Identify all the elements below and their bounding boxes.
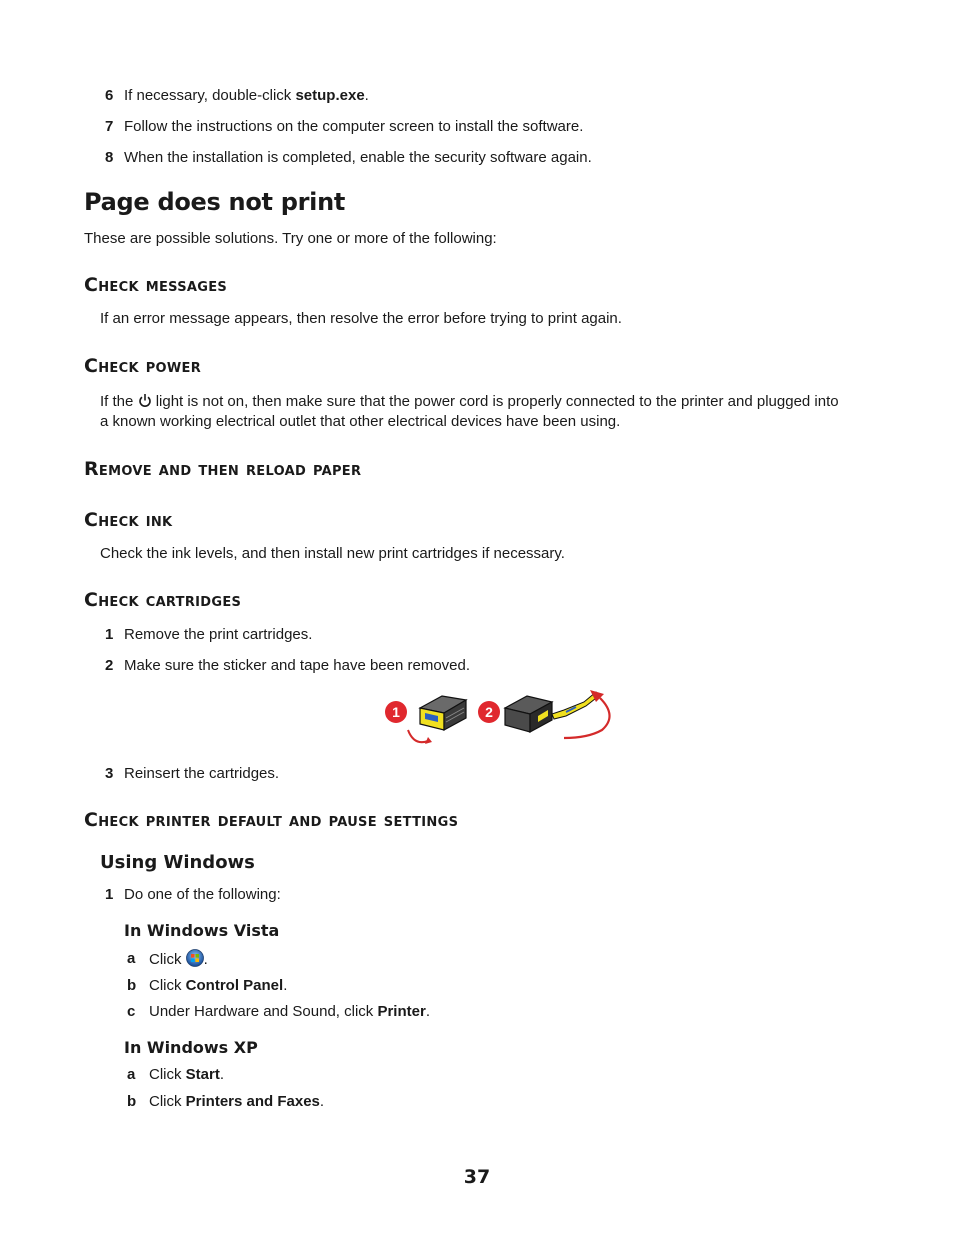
- step-number: 1: [105, 626, 114, 643]
- heading-reload-paper: Remove and then reload paper: [84, 458, 362, 480]
- power-text-end: light is not on, then make sure that the power cord is properly connected to the printer and plugged into: [151, 393, 839, 410]
- badge-1-label: 1: [392, 704, 400, 720]
- heading-pause-settings: Check printer default and pause settings: [84, 809, 459, 831]
- control-panel-label: Control Panel: [185, 977, 284, 994]
- step-number: 8: [105, 149, 114, 166]
- printer-label: Printer: [377, 1003, 426, 1020]
- power-text-start: If the: [100, 393, 138, 410]
- tape-icon: [552, 692, 600, 719]
- step-text: If necessary, double-click: [124, 87, 296, 104]
- step-number: 2: [105, 657, 114, 674]
- step-text: Reinsert the cartridges.: [124, 765, 280, 782]
- step-text: Follow the instructions on the computer screen to install the software.: [124, 118, 584, 135]
- step-number: 1: [105, 886, 114, 903]
- rotate-arrow-icon: [408, 730, 428, 742]
- subheading-using-windows: Using Windows: [100, 852, 255, 873]
- step-letter: b: [127, 1093, 137, 1110]
- step-text: Click: [149, 951, 186, 968]
- intro-text: These are possible solutions. Try one or more of the following:: [84, 230, 497, 247]
- step-text: Click: [149, 977, 186, 994]
- step-letter: a: [127, 1066, 136, 1083]
- step-text: Click: [149, 1093, 186, 1110]
- step-text-end: .: [219, 1066, 225, 1083]
- windows-start-icon: [186, 949, 204, 967]
- cartridge-illustration: [380, 686, 620, 750]
- step-text-end: .: [425, 1003, 430, 1020]
- step-text-end: .: [364, 87, 369, 104]
- page-number: 37: [463, 1166, 491, 1188]
- heading-check-messages: Check messages: [84, 274, 228, 296]
- setup-exe-label: setup.exe: [295, 87, 365, 104]
- step-text: Make sure the sticker and tape have been removed.: [124, 657, 471, 674]
- heading-windows-xp: In Windows XP: [124, 1038, 258, 1057]
- step-badge-2: [478, 701, 500, 723]
- step-letter: a: [127, 950, 136, 967]
- step-text-end: .: [203, 951, 208, 968]
- step-text: Under Hardware and Sound, click: [149, 1003, 378, 1020]
- badge-2-label: 2: [485, 704, 493, 720]
- power-icon: [138, 393, 152, 408]
- step-letter: b: [127, 977, 137, 994]
- step-text-end: .: [283, 977, 288, 994]
- heading-check-cartridges: Check cartridges: [84, 589, 242, 611]
- cartridge-1-icon: [420, 696, 466, 730]
- check-power-text: [100, 392, 880, 432]
- step-number: 3: [105, 765, 114, 782]
- heading-windows-vista: In Windows Vista: [124, 921, 280, 940]
- power-text-line2: a known working electrical outlet that other electrical devices have been using.: [100, 413, 621, 430]
- page-title: Page does not print: [84, 188, 346, 216]
- arrow-head-icon: [425, 737, 432, 744]
- printers-and-faxes-label: Printers and Faxes: [185, 1093, 320, 1110]
- step-text: Click: [149, 1066, 186, 1083]
- step-text: When the installation is completed, enable the security software again.: [124, 149, 592, 166]
- step-text: Do one of the following:: [124, 886, 281, 903]
- step-letter: c: [127, 1003, 136, 1020]
- step-number: 6: [105, 87, 114, 104]
- cartridge-2-icon: [505, 696, 552, 732]
- check-ink-text: Check the ink levels, and then install new print cartridges if necessary.: [100, 545, 565, 562]
- start-label: Start: [185, 1066, 220, 1083]
- check-messages-text: If an error message appears, then resolve the error before trying to print again.: [100, 310, 622, 327]
- step-number: 7: [105, 118, 114, 135]
- step-badge-1: [385, 701, 407, 723]
- heading-check-power: Check power: [84, 355, 202, 377]
- step-text-end: .: [319, 1093, 325, 1110]
- heading-check-ink: Check ink: [84, 509, 173, 531]
- step-text: Remove the print cartridges.: [124, 626, 313, 643]
